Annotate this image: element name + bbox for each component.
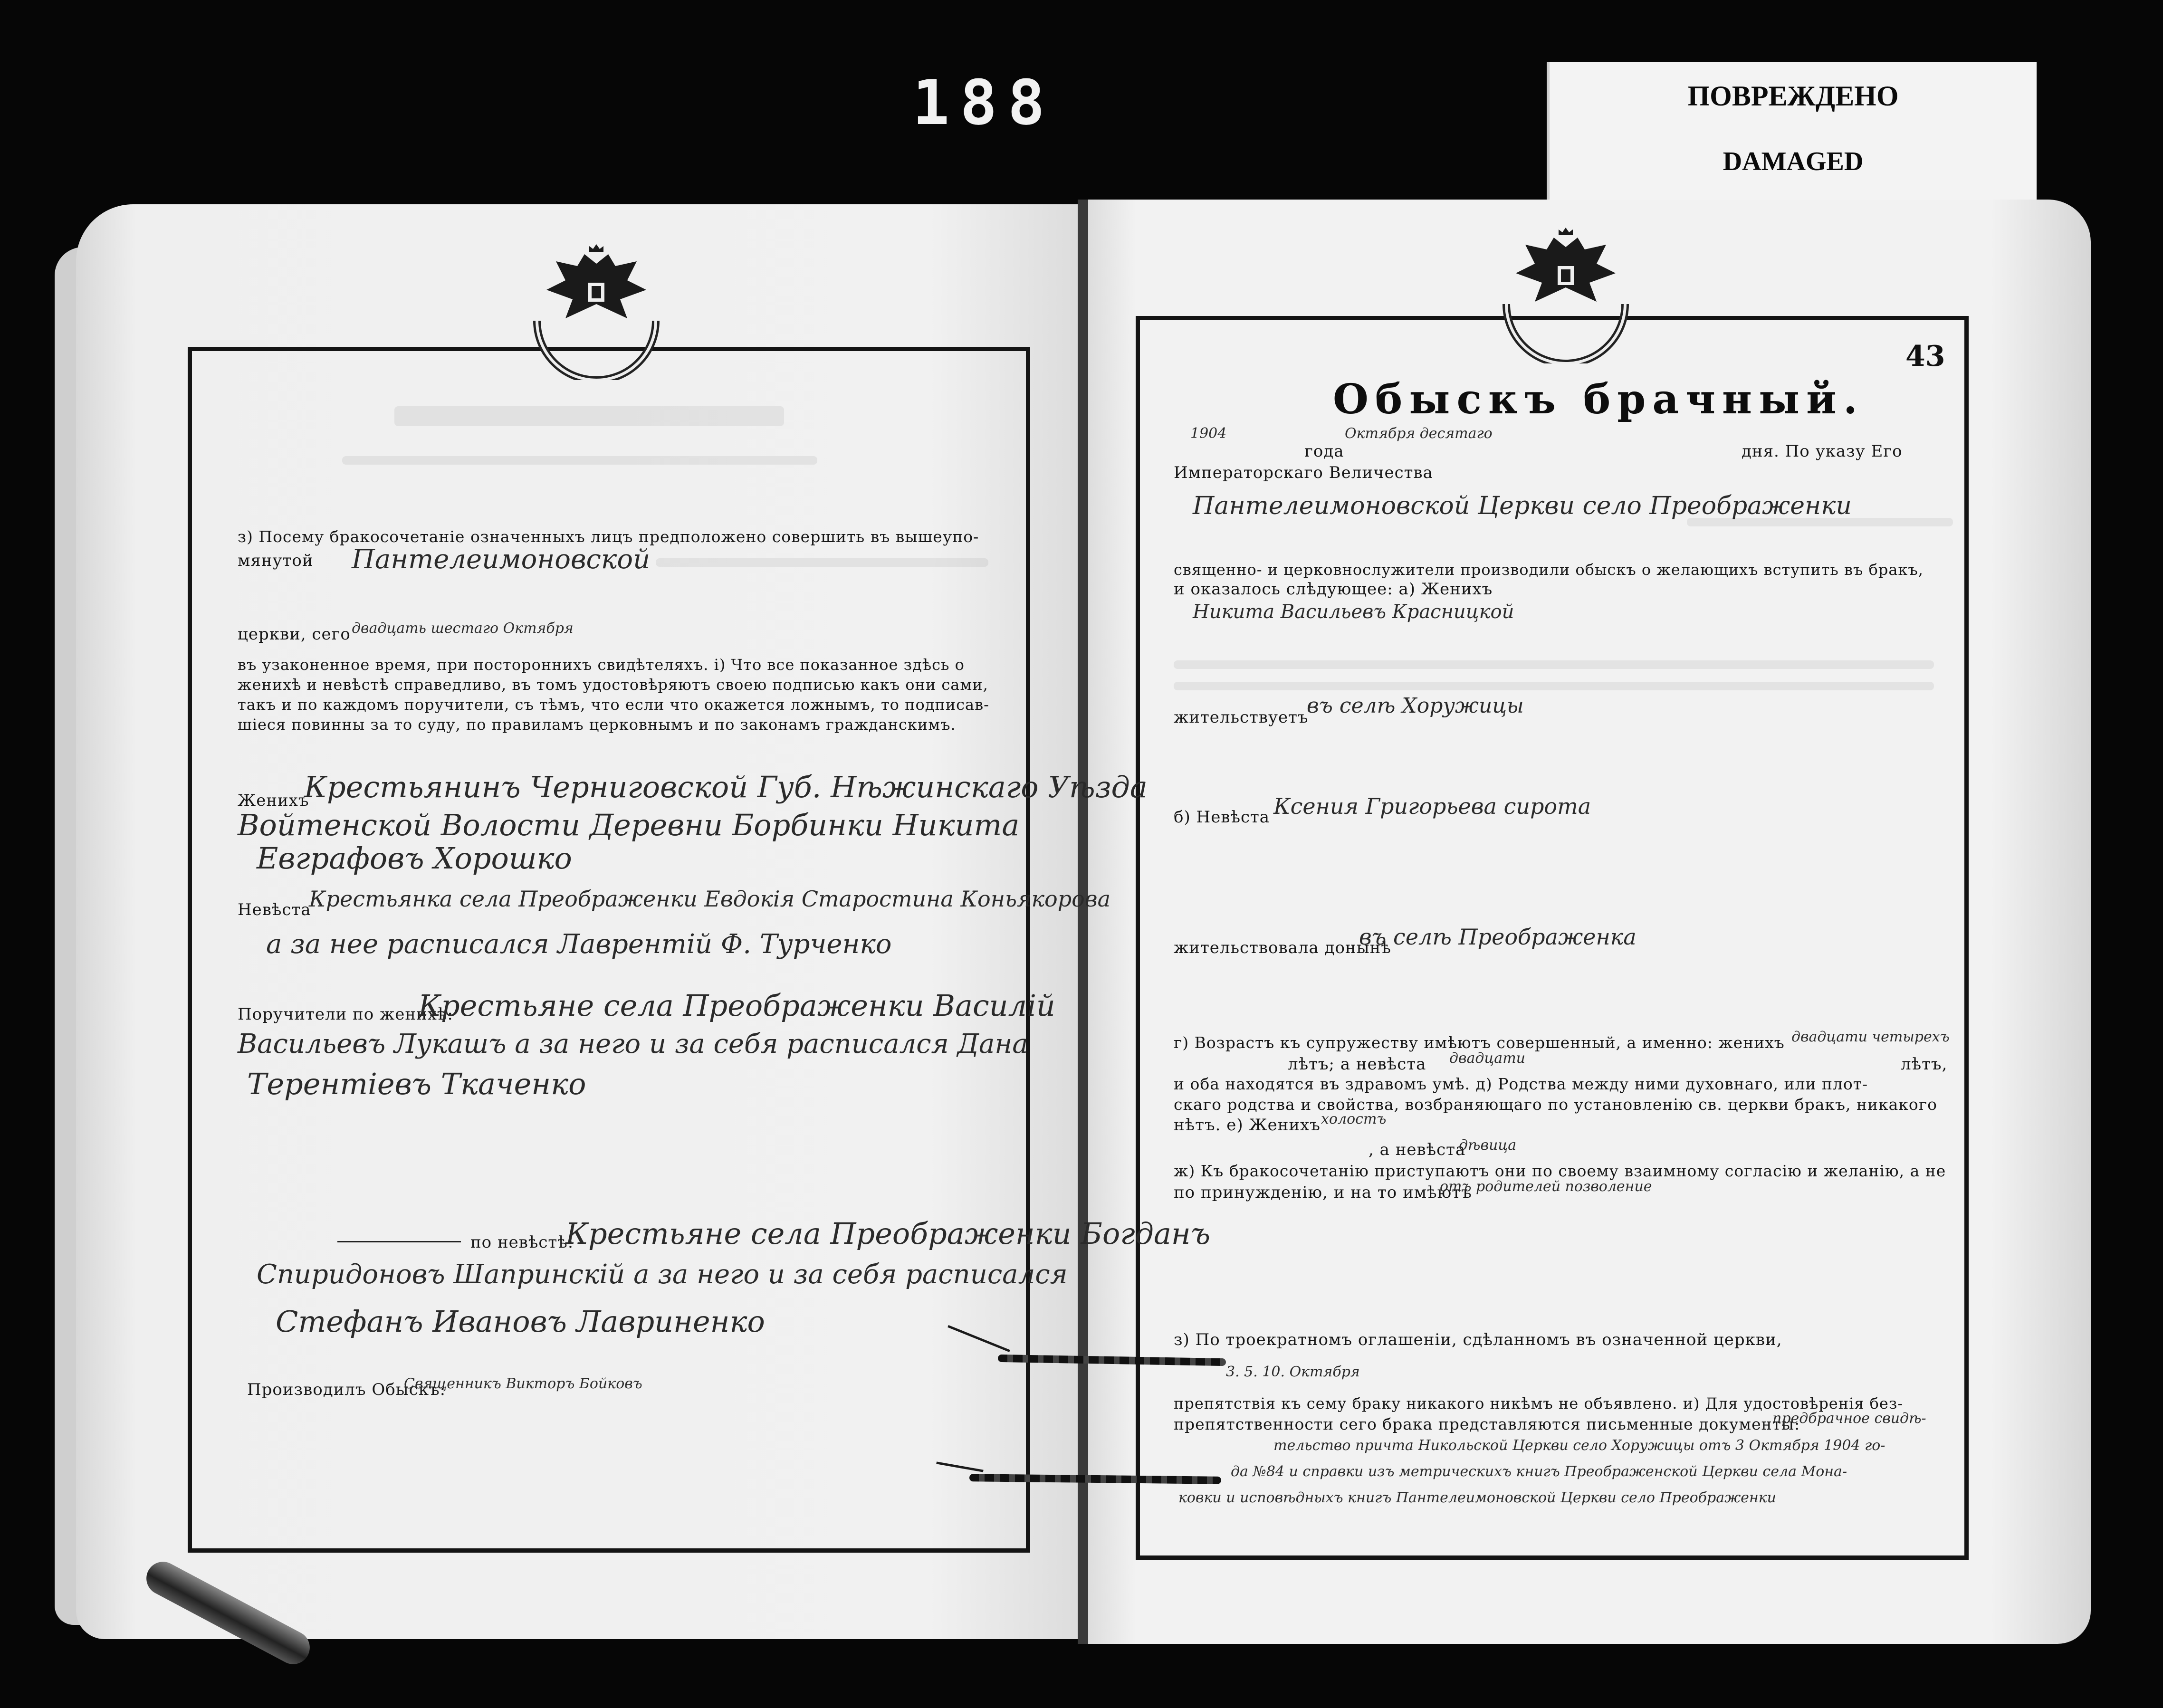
guarantor-bride-3: Стефанъ Ивановъ Лавриненко <box>276 1304 765 1339</box>
label-zhitelstvovala: жительствовала донынѣ <box>1174 938 1391 957</box>
line-zhenikhe: женихѣ и невѣстѣ справедливо, въ томъ удостовѣряютъ своею подписью какъ они сами, <box>238 676 988 694</box>
guarantor-bride-1: Крестьяне села Преображенки Богданъ <box>565 1216 1211 1251</box>
label-nevesta: Невѣста <box>238 900 311 919</box>
guarantor-groom-1: Крестьяне села Преображенки Василiй <box>418 988 1055 1023</box>
eagle-emblem-icon <box>518 238 675 380</box>
guarantor-bride-2: Спиридоновъ Шапринскiй а за него и за себя расписался <box>257 1259 1068 1290</box>
groom-name-handwritten: Никита Васильевъ Красницкой <box>1193 601 1514 623</box>
bride-signature-1: Крестьянка села Преображенки Евдокiя Старостина Коньякорова <box>309 886 1111 912</box>
consent-handwritten: отъ родителей позволение <box>1440 1178 1652 1195</box>
bride-signature-2: а за нее расписался Лаврентiй Ф. Турченко <box>266 929 892 960</box>
bride-age-handwritten: двадцати <box>1449 1050 1525 1067</box>
groom-signature-1: Крестьянинъ Черниговской Губ. Нѣжинскаго Уѣзда <box>304 770 1148 804</box>
line-net: нѣтъ. е) Женихъ <box>1174 1116 1321 1135</box>
line-a-nevesta: , а невѣста <box>1369 1140 1466 1159</box>
documents-handwritten-4: ковки и исповѣдныхъ книгъ Пантелеимоновской Церкви село Преображенки <box>1178 1489 1776 1506</box>
groom-signature-3: Евграфовъ Хорошко <box>257 841 572 876</box>
guarantor-groom-3: Терентiевъ Ткаченко <box>247 1067 586 1101</box>
church-handwritten-left: Пантелеимоновской <box>352 544 651 575</box>
book-gutter <box>1078 200 1088 1644</box>
label-goda: года <box>1304 442 1344 461</box>
damaged-label-en: DAMAGED <box>1723 147 1864 176</box>
line-vozrast: г) Возрастъ къ супружеству имѣютъ совершенный, а именно: женихъ <box>1174 1033 1785 1052</box>
groom-status-handwritten: холостъ <box>1321 1111 1387 1127</box>
guarantor-groom-2: Васильевъ Лукашъ а за него и за себя расписался Дана <box>238 1029 1028 1059</box>
documents-handwritten-1: предбрачное свидѣ- <box>1772 1410 1926 1427</box>
line-oba: и оба находятся въ здравомъ умѣ. д) Родства между ними духовнаго, или плот- <box>1174 1075 1868 1093</box>
line-okazalos: и оказалось слѣдующее: а) Женихъ <box>1174 580 1493 599</box>
line-let-2: лѣтъ, <box>1901 1055 1948 1074</box>
bride-residence-handwritten: въ селѣ Преображенка <box>1359 924 1637 950</box>
bride-status-handwritten: дѣвица <box>1459 1137 1517 1154</box>
label-imperatorskago: Императорскаго Величества <box>1174 463 1433 482</box>
page-number: 43 <box>1905 340 1945 373</box>
line-zh: ж) Къ бракосочетанiю приступаютъ они по своему взаимному согласiю и желанiю, а не <box>1174 1162 1946 1180</box>
church-handwritten: Пантелеимоновской Церкви село Преображенки <box>1193 492 1852 520</box>
line-svyaschenno: священно- и церковнослужители производили обыскъ о желающихъ вступить въ бракъ, <box>1174 561 1924 579</box>
banns-dates-handwritten: 3. 5. 10. Октября <box>1226 1364 1360 1380</box>
groom-signature-2: Войтенской Волости Деревни Борбинки Никита <box>238 808 1020 842</box>
line-po-prinuzhd: по принужденiю, и на то имѣютъ <box>1174 1183 1472 1202</box>
frame-number: 188 <box>912 67 1055 139</box>
documents-handwritten-2: тельство причта Никольской Церкви село Хоружицы отъ 3 Октября 1904 го- <box>1273 1437 1885 1454</box>
year-handwritten: 1904 <box>1190 425 1227 442</box>
line-posemu: з) Посему бракосочетанiе означенныхъ лицъ предположено совершить въ вышеупо- <box>238 527 979 546</box>
line-skago: скаго родства и свойства, возбраняющаго по установленiю св. церкви бракъ, никакого <box>1174 1095 1937 1114</box>
line-prepyatstviya: препятствiя къ сему браку никакого никѣмъ не объявлено. и) Для удостовѣренiя без- <box>1174 1394 1904 1412</box>
line-shiesya: шiеся повинны за то суду, по правиламъ церковнымъ и по законамъ гражданскимъ. <box>238 716 956 734</box>
label-nevesta-b: б) Невѣста <box>1174 808 1270 827</box>
line-z: з) По троекратномъ оглашенiи, сдѣланномъ въ означенной церкви, <box>1174 1330 1782 1349</box>
line-let-1: лѣтъ; а невѣста <box>1288 1055 1426 1074</box>
label-myanutoy: мянутой <box>238 551 314 570</box>
line-tak: такъ и по каждомъ поручители, съ тѣмъ, что если что окажется ложнымъ, то подписав- <box>238 696 989 714</box>
documents-handwritten-3: да №84 и справки изъ метрическихъ книгъ Преображенской Церкви села Мона- <box>1231 1463 1847 1480</box>
label-poruchiteli-zhenikh: Поручители по женихѣ: <box>238 1005 453 1024</box>
damaged-label <box>1547 62 2037 204</box>
line-prepyatstvennosti: препятственности сего брака представляются письменные документы: <box>1174 1415 1800 1433</box>
label-po-neveste: по невѣстѣ: <box>470 1233 574 1252</box>
label-tserkvi: церкви, сего <box>238 625 351 644</box>
eagle-emblem-icon <box>1487 221 1644 363</box>
label-zhenikh: Женихъ <box>238 791 309 810</box>
priest-signature: Священникъ Викторъ Бойковъ <box>404 1375 642 1392</box>
label-dnya: дня. По указу Его <box>1742 442 1903 461</box>
page-title: Обыскъ брачный. <box>1333 375 1864 423</box>
label-proizvodil: Производилъ Обыскъ: <box>247 1380 446 1399</box>
label-zhitelstvuet: жительствуетъ <box>1174 708 1309 727</box>
groom-residence-handwritten: въ селѣ Хоружицы <box>1307 694 1524 718</box>
month-handwritten: Октября десятаго <box>1345 425 1493 442</box>
groom-age-handwritten: двадцати четырехъ <box>1791 1029 1950 1045</box>
line-vo-uzak: въ узаконенное время, при постороннихъ свидѣтеляхъ. i) Что все показанное здѣсь о <box>238 656 965 674</box>
blank-rule <box>337 1241 461 1242</box>
bride-name-handwritten: Ксения Григорьева сирота <box>1273 793 1591 819</box>
damaged-label-ru: ПОВРЕЖДЕНО <box>1687 80 1899 112</box>
date-handwritten: двадцать шестаго Октября <box>352 620 574 637</box>
